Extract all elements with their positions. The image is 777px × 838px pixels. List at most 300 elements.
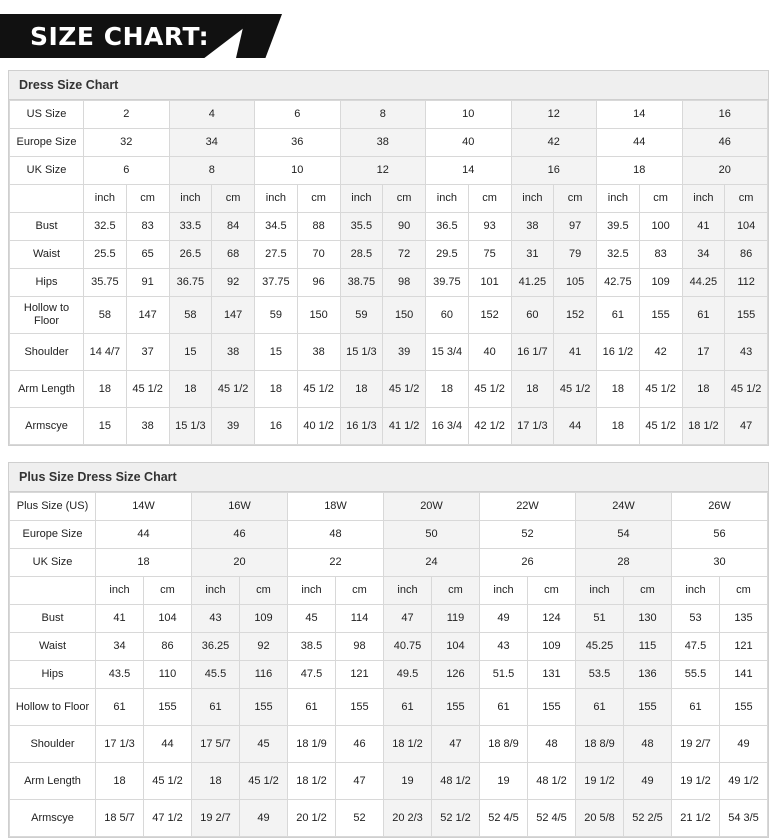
- cell-unit: inch: [84, 185, 127, 213]
- cell-arm: 18: [511, 371, 554, 408]
- cell-hollow: 58: [84, 297, 127, 334]
- cell-unit: inch: [426, 185, 469, 213]
- cell-bust: 49: [480, 605, 528, 633]
- cell-uk-size: 8: [169, 157, 255, 185]
- row-label-hollow-to-floor: Hollow to Floor: [10, 689, 96, 726]
- cell-arm: 18 1/2: [288, 763, 336, 800]
- table-row-hips: [10, 269, 768, 297]
- cell-armscye: 21 1/2: [672, 800, 720, 837]
- cell-waist: 38.5: [288, 633, 336, 661]
- cell-hips: 36.75: [169, 269, 212, 297]
- cell-hips: 47.5: [288, 661, 336, 689]
- cell-hollow: 155: [432, 689, 480, 726]
- row-label-shoulder: Shoulder: [10, 334, 84, 371]
- header-banner: [0, 14, 777, 58]
- cell-waist: 29.5: [426, 241, 469, 269]
- row-label-bust: Bust: [10, 213, 84, 241]
- cell-eu-size: 40: [426, 129, 512, 157]
- cell-waist: 34: [682, 241, 725, 269]
- cell-eu-size: 34: [169, 129, 255, 157]
- size-chart-page: [0, 14, 777, 824]
- cell-bust: 33.5: [169, 213, 212, 241]
- cell-hollow: 155: [639, 297, 682, 334]
- cell-unit: inch: [96, 577, 144, 605]
- cell-plus-size: 14W: [96, 493, 192, 521]
- cell-eu-size: 46: [192, 521, 288, 549]
- cell-armscye: 20 2/3: [384, 800, 432, 837]
- cell-hips: 116: [240, 661, 288, 689]
- cell-hollow: 60: [426, 297, 469, 334]
- cell-waist: 31: [511, 241, 554, 269]
- cell-hips: 141: [720, 661, 768, 689]
- row-label-us-size: US Size: [10, 101, 84, 129]
- cell-arm: 45 1/2: [240, 763, 288, 800]
- cell-waist: 26.5: [169, 241, 212, 269]
- cell-arm: 45 1/2: [554, 371, 597, 408]
- cell-shoulder: 18 8/9: [480, 726, 528, 763]
- cell-uk-size: 20: [192, 549, 288, 577]
- cell-waist: 86: [725, 241, 768, 269]
- cell-uk-size: 18: [96, 549, 192, 577]
- cell-waist: 34: [96, 633, 144, 661]
- cell-armscye: 19 2/7: [192, 800, 240, 837]
- cell-hollow: 60: [511, 297, 554, 334]
- cell-shoulder: 48: [528, 726, 576, 763]
- cell-uk-size: 12: [340, 157, 426, 185]
- plus-size-chart-table: [9, 492, 768, 837]
- cell-arm: 45 1/2: [725, 371, 768, 408]
- cell-plus-size: 24W: [576, 493, 672, 521]
- cell-armscye: 20 5/8: [576, 800, 624, 837]
- table-row-europe-size: [10, 129, 768, 157]
- cell-shoulder: 15: [169, 334, 212, 371]
- row-label-bust: Bust: [10, 605, 96, 633]
- cell-arm: 18: [192, 763, 240, 800]
- table-row-units: [10, 185, 768, 213]
- row-label-arm-length: Arm Length: [10, 371, 84, 408]
- cell-unit: cm: [528, 577, 576, 605]
- cell-hollow: 155: [240, 689, 288, 726]
- cell-unit: inch: [169, 185, 212, 213]
- cell-hips: 110: [144, 661, 192, 689]
- cell-arm: 45 1/2: [212, 371, 255, 408]
- cell-shoulder: 18 8/9: [576, 726, 624, 763]
- row-label-waist: Waist: [10, 241, 84, 269]
- cell-armscye: 47: [725, 408, 768, 445]
- cell-bust: 41: [682, 213, 725, 241]
- cell-waist: 109: [528, 633, 576, 661]
- cell-hips: 39.75: [426, 269, 469, 297]
- cell-hollow: 155: [720, 689, 768, 726]
- cell-waist: 72: [383, 241, 426, 269]
- cell-hollow: 61: [288, 689, 336, 726]
- cell-hollow: 59: [255, 297, 298, 334]
- cell-unit: cm: [297, 185, 340, 213]
- table-row-arm-length: [10, 371, 768, 408]
- cell-armscye: 44: [554, 408, 597, 445]
- cell-unit: inch: [384, 577, 432, 605]
- cell-bust: 114: [336, 605, 384, 633]
- cell-armscye: 16: [255, 408, 298, 445]
- cell-unit: inch: [576, 577, 624, 605]
- cell-shoulder: 38: [212, 334, 255, 371]
- cell-hollow: 61: [597, 297, 640, 334]
- cell-hollow: 147: [212, 297, 255, 334]
- cell-arm: 19 1/2: [672, 763, 720, 800]
- cell-armscye: 42 1/2: [468, 408, 511, 445]
- cell-armscye: 52 4/5: [480, 800, 528, 837]
- cell-unit: inch: [511, 185, 554, 213]
- row-label-hips: Hips: [10, 269, 84, 297]
- cell-arm: 18: [84, 371, 127, 408]
- table-row-shoulder: [10, 334, 768, 371]
- cell-armscye: 15: [84, 408, 127, 445]
- cell-unit: inch: [672, 577, 720, 605]
- cell-uk-size: 10: [255, 157, 341, 185]
- cell-armscye: 15 1/3: [169, 408, 212, 445]
- cell-arm: 48 1/2: [432, 763, 480, 800]
- cell-arm: 19: [480, 763, 528, 800]
- plus-size-dress-chart-block: [8, 462, 769, 838]
- cell-armscye: 52 4/5: [528, 800, 576, 837]
- cell-us-size: 6: [255, 101, 341, 129]
- cell-armscye: 54 3/5: [720, 800, 768, 837]
- row-label-europe-size: Europe Size: [10, 129, 84, 157]
- cell-eu-size: 42: [511, 129, 597, 157]
- cell-arm: 18: [169, 371, 212, 408]
- cell-uk-size: 22: [288, 549, 384, 577]
- cell-bust: 93: [468, 213, 511, 241]
- cell-bust: 124: [528, 605, 576, 633]
- table-row-arm-length: [10, 763, 768, 800]
- cell-hollow: 58: [169, 297, 212, 334]
- cell-hips: 37.75: [255, 269, 298, 297]
- cell-hips: 41.25: [511, 269, 554, 297]
- cell-armscye: 18 1/2: [682, 408, 725, 445]
- cell-armscye: 18 5/7: [96, 800, 144, 837]
- cell-armscye: 47 1/2: [144, 800, 192, 837]
- cell-us-size: 10: [426, 101, 512, 129]
- cell-bust: 88: [297, 213, 340, 241]
- cell-bust: 36.5: [426, 213, 469, 241]
- cell-hips: 42.75: [597, 269, 640, 297]
- cell-hips: 49.5: [384, 661, 432, 689]
- cell-eu-size: 46: [682, 129, 768, 157]
- cell-hips: 45.5: [192, 661, 240, 689]
- table-row-bust: [10, 213, 768, 241]
- table-row-units: [10, 577, 768, 605]
- cell-unit: cm: [624, 577, 672, 605]
- cell-hips: 126: [432, 661, 480, 689]
- table-row-us-size: [10, 101, 768, 129]
- cell-armscye: 52: [336, 800, 384, 837]
- cell-hips: 98: [383, 269, 426, 297]
- cell-hips: 131: [528, 661, 576, 689]
- cell-arm: 45 1/2: [468, 371, 511, 408]
- cell-bust: 130: [624, 605, 672, 633]
- cell-armscye: 39: [212, 408, 255, 445]
- page-title: SIZE CHART:: [30, 22, 210, 51]
- cell-arm: 18: [96, 763, 144, 800]
- cell-us-size: 2: [84, 101, 170, 129]
- cell-bust: 45: [288, 605, 336, 633]
- cell-shoulder: 17 1/3: [96, 726, 144, 763]
- cell-shoulder: 37: [126, 334, 169, 371]
- cell-shoulder: 17: [682, 334, 725, 371]
- cell-hips: 136: [624, 661, 672, 689]
- table-row-waist: [10, 241, 768, 269]
- table-row-plus-size: [10, 493, 768, 521]
- cell-arm: 45 1/2: [297, 371, 340, 408]
- cell-waist: 45.25: [576, 633, 624, 661]
- cell-bust: 34.5: [255, 213, 298, 241]
- cell-unit: cm: [468, 185, 511, 213]
- cell-shoulder: 16 1/2: [597, 334, 640, 371]
- row-label-europe-size: Europe Size: [10, 521, 96, 549]
- cell-bust: 53: [672, 605, 720, 633]
- cell-armscye: 38: [126, 408, 169, 445]
- cell-hips: 91: [126, 269, 169, 297]
- cell-shoulder: 15 1/3: [340, 334, 383, 371]
- cell-waist: 79: [554, 241, 597, 269]
- cell-armscye: 18: [597, 408, 640, 445]
- cell-plus-size: 20W: [384, 493, 480, 521]
- cell-armscye: 16 3/4: [426, 408, 469, 445]
- cell-waist: 86: [144, 633, 192, 661]
- cell-eu-size: 54: [576, 521, 672, 549]
- cell-arm: 45 1/2: [639, 371, 682, 408]
- cell-unit: inch: [192, 577, 240, 605]
- cell-armscye: 17 1/3: [511, 408, 554, 445]
- cell-hips: 96: [297, 269, 340, 297]
- cell-hollow: 61: [480, 689, 528, 726]
- cell-plus-size: 16W: [192, 493, 288, 521]
- row-label-plus-size: Plus Size (US): [10, 493, 96, 521]
- cell-hollow: 61: [576, 689, 624, 726]
- cell-hollow: 155: [624, 689, 672, 726]
- cell-unit: cm: [639, 185, 682, 213]
- cell-eu-size: 36: [255, 129, 341, 157]
- cell-bust: 41: [96, 605, 144, 633]
- cell-hips: 121: [336, 661, 384, 689]
- cell-unit: cm: [432, 577, 480, 605]
- cell-unit: inch: [255, 185, 298, 213]
- cell-shoulder: 40: [468, 334, 511, 371]
- cell-waist: 28.5: [340, 241, 383, 269]
- cell-bust: 104: [144, 605, 192, 633]
- cell-bust: 51: [576, 605, 624, 633]
- cell-unit: cm: [212, 185, 255, 213]
- plus-size-chart-title: Plus Size Dress Size Chart: [9, 463, 768, 492]
- row-label-arm-length: Arm Length: [10, 763, 96, 800]
- cell-armscye: 52 1/2: [432, 800, 480, 837]
- cell-uk-size: 6: [84, 157, 170, 185]
- cell-armscye: 40 1/2: [297, 408, 340, 445]
- cell-arm: 18: [340, 371, 383, 408]
- cell-waist: 104: [432, 633, 480, 661]
- row-label-hips: Hips: [10, 661, 96, 689]
- cell-armscye: 52 2/5: [624, 800, 672, 837]
- cell-us-size: 4: [169, 101, 255, 129]
- cell-waist: 83: [639, 241, 682, 269]
- cell-unit: cm: [725, 185, 768, 213]
- cell-shoulder: 39: [383, 334, 426, 371]
- cell-shoulder: 15 3/4: [426, 334, 469, 371]
- cell-shoulder: 42: [639, 334, 682, 371]
- cell-arm: 47: [336, 763, 384, 800]
- cell-shoulder: 38: [297, 334, 340, 371]
- cell-bust: 90: [383, 213, 426, 241]
- cell-arm: 18: [255, 371, 298, 408]
- cell-hollow: 155: [336, 689, 384, 726]
- row-label-armscye: Armscye: [10, 800, 96, 837]
- cell-armscye: 45 1/2: [639, 408, 682, 445]
- cell-hips: 105: [554, 269, 597, 297]
- dress-size-chart-block: [8, 70, 769, 446]
- cell-shoulder: 47: [432, 726, 480, 763]
- cell-uk-size: 28: [576, 549, 672, 577]
- cell-waist: 68: [212, 241, 255, 269]
- row-label-waist: Waist: [10, 633, 96, 661]
- cell-hollow: 61: [96, 689, 144, 726]
- table-row-uk-size: [10, 157, 768, 185]
- table-row-shoulder: [10, 726, 768, 763]
- cell-hips: 51.5: [480, 661, 528, 689]
- table-row-waist: [10, 633, 768, 661]
- cell-armscye: 41 1/2: [383, 408, 426, 445]
- cell-hollow: 155: [144, 689, 192, 726]
- row-label-units: [10, 185, 84, 213]
- cell-hollow: 61: [682, 297, 725, 334]
- cell-waist: 25.5: [84, 241, 127, 269]
- cell-arm: 19: [384, 763, 432, 800]
- cell-arm: 49 1/2: [720, 763, 768, 800]
- cell-hollow: 61: [672, 689, 720, 726]
- cell-plus-size: 22W: [480, 493, 576, 521]
- cell-us-size: 8: [340, 101, 426, 129]
- cell-us-size: 14: [597, 101, 683, 129]
- cell-hips: 109: [639, 269, 682, 297]
- cell-hollow: 155: [725, 297, 768, 334]
- cell-shoulder: 41: [554, 334, 597, 371]
- cell-hollow: 150: [297, 297, 340, 334]
- cell-eu-size: 44: [597, 129, 683, 157]
- cell-uk-size: 14: [426, 157, 512, 185]
- cell-hollow: 147: [126, 297, 169, 334]
- table-row-armscye: [10, 408, 768, 445]
- dress-size-chart-table: [9, 100, 768, 445]
- cell-shoulder: 16 1/7: [511, 334, 554, 371]
- cell-waist: 115: [624, 633, 672, 661]
- cell-bust: 47: [384, 605, 432, 633]
- cell-waist: 98: [336, 633, 384, 661]
- cell-unit: inch: [340, 185, 383, 213]
- cell-arm: 45 1/2: [144, 763, 192, 800]
- cell-uk-size: 16: [511, 157, 597, 185]
- dress-size-chart-title: Dress Size Chart: [9, 71, 768, 100]
- cell-bust: 39.5: [597, 213, 640, 241]
- cell-uk-size: 18: [597, 157, 683, 185]
- cell-shoulder: 18 1/2: [384, 726, 432, 763]
- cell-waist: 47.5: [672, 633, 720, 661]
- cell-plus-size: 26W: [672, 493, 768, 521]
- cell-bust: 109: [240, 605, 288, 633]
- cell-hollow: 59: [340, 297, 383, 334]
- cell-hips: 44.25: [682, 269, 725, 297]
- table-row-hollow-to-floor: [10, 689, 768, 726]
- cell-eu-size: 50: [384, 521, 480, 549]
- cell-shoulder: 17 5/7: [192, 726, 240, 763]
- cell-unit: cm: [720, 577, 768, 605]
- cell-bust: 119: [432, 605, 480, 633]
- table-row-hollow-to-floor: [10, 297, 768, 334]
- cell-bust: 135: [720, 605, 768, 633]
- cell-shoulder: 46: [336, 726, 384, 763]
- cell-us-size: 12: [511, 101, 597, 129]
- cell-armscye: 49: [240, 800, 288, 837]
- cell-hips: 38.75: [340, 269, 383, 297]
- cell-bust: 38: [511, 213, 554, 241]
- cell-unit: cm: [144, 577, 192, 605]
- cell-waist: 40.75: [384, 633, 432, 661]
- cell-unit: inch: [597, 185, 640, 213]
- cell-uk-size: 24: [384, 549, 480, 577]
- table-row-uk-size: [10, 549, 768, 577]
- cell-bust: 32.5: [84, 213, 127, 241]
- cell-plus-size: 18W: [288, 493, 384, 521]
- cell-armscye: 20 1/2: [288, 800, 336, 837]
- cell-uk-size: 20: [682, 157, 768, 185]
- cell-unit: inch: [480, 577, 528, 605]
- cell-bust: 83: [126, 213, 169, 241]
- cell-bust: 84: [212, 213, 255, 241]
- cell-eu-size: 48: [288, 521, 384, 549]
- cell-arm: 49: [624, 763, 672, 800]
- cell-hips: 112: [725, 269, 768, 297]
- cell-hips: 43.5: [96, 661, 144, 689]
- cell-waist: 121: [720, 633, 768, 661]
- cell-uk-size: 26: [480, 549, 576, 577]
- cell-hips: 101: [468, 269, 511, 297]
- cell-arm: 48 1/2: [528, 763, 576, 800]
- cell-eu-size: 56: [672, 521, 768, 549]
- cell-shoulder: 43: [725, 334, 768, 371]
- cell-unit: cm: [383, 185, 426, 213]
- cell-waist: 36.25: [192, 633, 240, 661]
- cell-hips: 55.5: [672, 661, 720, 689]
- row-label-shoulder: Shoulder: [10, 726, 96, 763]
- cell-hollow: 61: [192, 689, 240, 726]
- cell-shoulder: 15: [255, 334, 298, 371]
- table-row-hips: [10, 661, 768, 689]
- cell-uk-size: 30: [672, 549, 768, 577]
- cell-shoulder: 18 1/9: [288, 726, 336, 763]
- cell-hips: 53.5: [576, 661, 624, 689]
- cell-waist: 92: [240, 633, 288, 661]
- cell-bust: 35.5: [340, 213, 383, 241]
- row-label-hollow-to-floor: Hollow to Floor: [10, 297, 84, 334]
- cell-hollow: 152: [554, 297, 597, 334]
- cell-bust: 97: [554, 213, 597, 241]
- row-label-armscye: Armscye: [10, 408, 84, 445]
- cell-armscye: 16 1/3: [340, 408, 383, 445]
- table-row-bust: [10, 605, 768, 633]
- cell-waist: 32.5: [597, 241, 640, 269]
- cell-shoulder: 49: [720, 726, 768, 763]
- cell-waist: 43: [480, 633, 528, 661]
- cell-waist: 27.5: [255, 241, 298, 269]
- cell-unit: cm: [240, 577, 288, 605]
